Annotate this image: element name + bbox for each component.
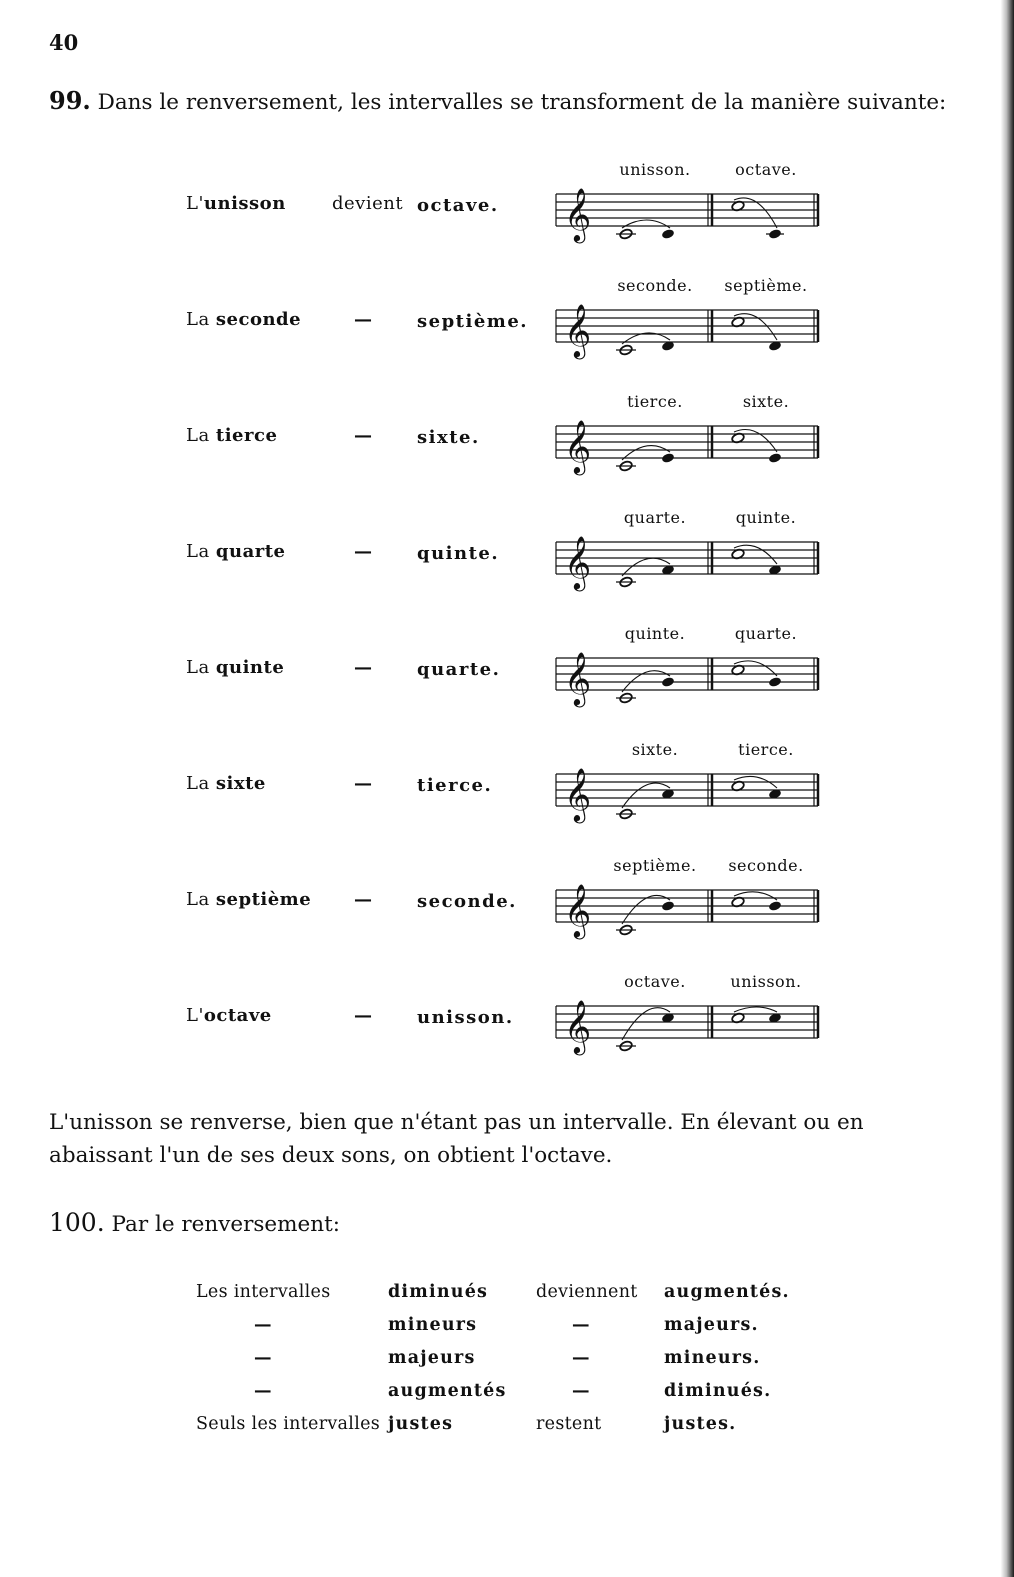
table-cell-c4: justes.: [664, 1414, 737, 1434]
staff-label-original: seconde.: [617, 276, 693, 295]
table-cell-c2: mineurs: [388, 1315, 478, 1335]
interval-article: La: [186, 889, 216, 910]
treble-clef-icon: 𝄞: [564, 651, 592, 705]
inverted-interval: sixte.: [417, 427, 480, 448]
note-inverted: [768, 452, 782, 464]
table-cell-c4: diminués.: [664, 1381, 772, 1401]
interval-term: quarte: [215, 541, 286, 562]
section-99-paragraph: [49, 84, 959, 119]
table-cell-c4: mineurs.: [664, 1348, 761, 1368]
inversion-relation: —: [354, 657, 372, 678]
staff-label-original: tierce.: [627, 392, 683, 411]
table-cell-c3: —: [572, 1348, 590, 1368]
table-cell-c1: —: [254, 1381, 272, 1401]
inversion-relation: —: [354, 889, 372, 910]
inversion-relation: —: [354, 425, 372, 446]
interval-name: [186, 425, 277, 446]
note-interval: [661, 676, 675, 688]
page-edge-shadow: [984, 0, 1014, 1577]
staff-label-original: quarte.: [623, 508, 687, 527]
tie-arc: [734, 545, 777, 564]
interval-article: La: [186, 773, 216, 794]
interval-term: quinte: [215, 657, 285, 678]
music-staff: [552, 186, 822, 250]
interval-name: [186, 773, 266, 794]
note-inverted: [768, 676, 782, 688]
music-staff: [552, 650, 822, 714]
inversion-relation: —: [354, 773, 372, 794]
note-interval: [661, 452, 675, 464]
inversion-relation: —: [354, 1005, 372, 1026]
treble-clef-icon: 𝄞: [564, 767, 592, 821]
interval-name: [186, 309, 301, 330]
staff-label-original: quinte.: [624, 624, 686, 643]
table-cell-c3: —: [572, 1315, 590, 1335]
staff-label-original: unisson.: [619, 160, 691, 179]
treble-clef-icon: 𝄞: [564, 999, 592, 1053]
interval-term: octave: [203, 1005, 272, 1026]
interval-article: La: [186, 657, 216, 678]
table-cell-c1: Les intervalles: [196, 1282, 331, 1302]
inverted-interval: quinte.: [417, 543, 500, 564]
music-staff: [552, 882, 822, 946]
treble-clef-icon: 𝄞: [564, 303, 592, 357]
tie-arc: [734, 892, 777, 900]
table-cell-c2: augmentés: [388, 1381, 507, 1401]
interval-article: La: [186, 309, 216, 330]
inverted-interval: octave.: [417, 195, 499, 216]
table-cell-c1: Seuls les intervalles: [196, 1414, 381, 1434]
table-cell-c3: —: [572, 1381, 590, 1401]
inverted-interval: seconde.: [417, 891, 517, 912]
inverted-interval: septième.: [417, 311, 529, 332]
staff-label-inverted: tierce.: [738, 740, 794, 759]
table-cell-c4: augmentés.: [664, 1282, 790, 1302]
table-cell-c2: majeurs: [388, 1348, 476, 1368]
staff-label-inverted: octave.: [735, 160, 797, 179]
table-cell-c1: —: [254, 1348, 272, 1368]
staff-label-original: septième.: [613, 856, 697, 875]
note-interval: [661, 900, 675, 912]
page-number: 40: [49, 30, 79, 55]
staff-label-original: octave.: [624, 972, 686, 991]
table-cell-c2: diminués: [388, 1282, 489, 1302]
inverted-interval: tierce.: [417, 775, 493, 796]
inversion-relation: devient: [332, 193, 404, 214]
interval-name: [186, 657, 284, 678]
table-cell-c2: justes: [388, 1414, 454, 1434]
interval-term: tierce: [215, 425, 278, 446]
tie-arc: [622, 895, 670, 924]
section-100-text: Par le renversement:: [111, 1212, 340, 1237]
treble-clef-icon: 𝄞: [564, 883, 592, 937]
section-99-text: Dans le renversement, les intervalles se transforment de la manière suivante:: [97, 90, 947, 115]
interval-name: [186, 889, 311, 910]
tie-arc: [622, 220, 670, 228]
treble-clef-icon: 𝄞: [564, 419, 592, 473]
note-interval: [661, 228, 675, 240]
section-100-number: 100.: [49, 1208, 105, 1237]
music-staff: [552, 534, 822, 598]
table-cell-c1: —: [254, 1315, 272, 1335]
section-99-number: 99.: [49, 86, 91, 115]
interval-term: unisson: [203, 193, 286, 214]
inversion-relation: —: [354, 541, 372, 562]
tie-arc: [622, 558, 670, 576]
staff-label-inverted: sixte.: [742, 392, 790, 411]
music-staff: [552, 998, 822, 1062]
inverted-interval: quarte.: [417, 659, 501, 680]
interval-term: seconde: [215, 309, 302, 330]
staff-label-original: sixte.: [631, 740, 679, 759]
staff-label-inverted: quarte.: [734, 624, 798, 643]
music-staff: [552, 302, 822, 366]
interval-article: La: [186, 425, 216, 446]
treble-clef-icon: 𝄞: [564, 187, 592, 241]
inverted-interval: unisson.: [417, 1007, 514, 1028]
section-100-heading: [49, 1206, 959, 1241]
staff-label-inverted: seconde.: [728, 856, 804, 875]
music-staff: [552, 418, 822, 482]
treble-clef-icon: 𝄞: [564, 535, 592, 589]
unison-note: L'unisson se renverse, bien que n'étant pas un intervalle. En élevant ou en abaissant l'un de ses deux sons, on obtient l'octave.: [49, 1110, 864, 1168]
staff-label-inverted: septième.: [724, 276, 808, 295]
staff-label-inverted: unisson.: [730, 972, 802, 991]
interval-article: L': [186, 193, 204, 214]
note-inverted: [768, 900, 782, 912]
interval-article: L': [186, 1005, 204, 1026]
table-cell-c4: majeurs.: [664, 1315, 759, 1335]
interval-term: sixte: [215, 773, 266, 794]
table-cell-c3: restent: [536, 1414, 602, 1434]
tie-arc: [622, 1008, 670, 1040]
interval-name: [186, 193, 286, 214]
interval-article: La: [186, 541, 216, 562]
interval-name: [186, 1005, 272, 1026]
music-staff: [552, 766, 822, 830]
note-inverted: [768, 228, 782, 240]
inversion-relation: —: [354, 309, 372, 330]
interval-name: [186, 541, 286, 562]
staff-label-inverted: quinte.: [735, 508, 797, 527]
table-cell-c3: deviennent: [536, 1282, 638, 1302]
interval-term: septième: [215, 889, 312, 910]
tie-arc: [734, 1007, 777, 1012]
